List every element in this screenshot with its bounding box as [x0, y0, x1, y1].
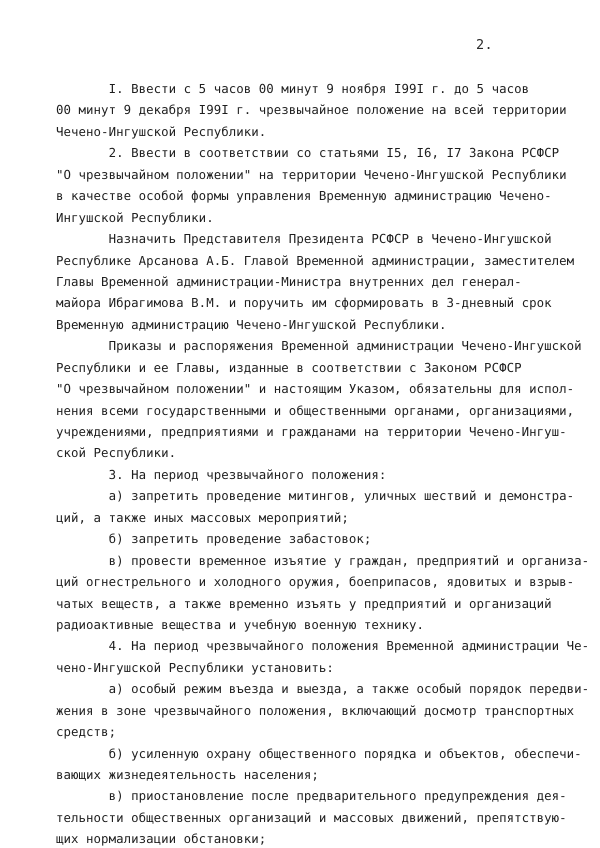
text-line: жения в зоне чрезвычайного положения, включающий досмотр транспортных [56, 702, 575, 718]
text-line: в) провести временное изъятие у граждан, предприятий и организа- [56, 552, 590, 568]
text-line: Временную администрацию Чечено-Ингушской Республики. [56, 316, 447, 332]
text-line: "О чрезвычайном положении" на территории Чечено-Ингушской Республики [56, 166, 567, 182]
text-line: б) запретить проведение забастовок; [56, 531, 372, 547]
text-line: учреждениями, предприятиями и гражданами на территории Чечено-Ингуш- [56, 424, 567, 439]
text-line: I. Ввести с 5 часов 00 минут 9 ноября I99I г. до 5 часов [56, 81, 530, 96]
text-line: чатых веществ, а также временно изъять у предприятий и организаций [56, 595, 552, 611]
text-line: б) усиленную охрану общественного порядка и объектов, обеспечи- [56, 745, 582, 761]
text-line: 4. На период чрезвычайного положения Временной администрации Че- [56, 638, 590, 654]
text-line: щих нормализации обстановки; [56, 831, 267, 847]
text-line: ской Республики. [56, 445, 177, 461]
text-line: ций огнестрельного и холодного оружия, боеприпасов, ядовитых и взрыв- [56, 574, 575, 590]
text-line: Чечено-Ингушской Республики. [56, 123, 267, 139]
text-line: Главы Временной администрации-Министра внутренних дел генерал- [56, 273, 522, 289]
text-line: 2. Ввести в соответствии со статьями I5, I6, I7 Закона РСФСР [56, 145, 560, 161]
text-line: чено-Ингушской Республики установить: [56, 659, 334, 675]
text-line: а) запретить проведение митингов, уличных шествий и демонстра- [56, 488, 575, 504]
text-line: средств; [56, 724, 117, 740]
text-line: "О чрезвычайном положении" и настоящим Указом, обязательны для испол- [56, 381, 575, 397]
text-line: в качестве особой формы управления Временную администрацию Чечено- [56, 188, 552, 204]
text-line: ций, а также иных массовых мероприятий; [56, 509, 349, 525]
text-line: Ингушской Республики. [56, 209, 214, 225]
text-line: Республике Арсанова А.Б. Главой Временной администрации, заместителем [56, 252, 575, 268]
text-line: вающих жизнедеятельность населения; [56, 767, 319, 782]
text-line: Назначить Представителя Президента РСФСР в Чечено-Ингушской [56, 231, 552, 247]
document-body [56, 78, 590, 848]
page-number: 2. [476, 37, 494, 53]
text-line: в) приостановление после предварительного предупреждения дея- [56, 788, 567, 804]
text-line: Республики и ее Главы, изданные в соответствии с Законом РСФСР [56, 359, 522, 375]
text-line: майора Ибрагимова В.М. и поручить им сформировать в 3-дневный срок [56, 295, 552, 311]
text-line: нения всеми государственными и общественными органами, организациями, [56, 402, 575, 418]
text-line: Приказы и распоряжения Временной администрации Чечено-Ингушской [56, 338, 582, 354]
text-line: радиоактивные вещества и учебную военную технику. [56, 616, 424, 632]
text-line: тельности общественных организаций и массовых движений, препятствую- [56, 809, 567, 825]
text-line: 3. На период чрезвычайного положения: [56, 466, 387, 482]
text-line: 00 минут 9 декабря I99I г. чрезвычайное положение на всей территории [56, 102, 567, 118]
text-line: а) особый режим въезда и выезда, а также особый порядок передви- [56, 681, 590, 697]
